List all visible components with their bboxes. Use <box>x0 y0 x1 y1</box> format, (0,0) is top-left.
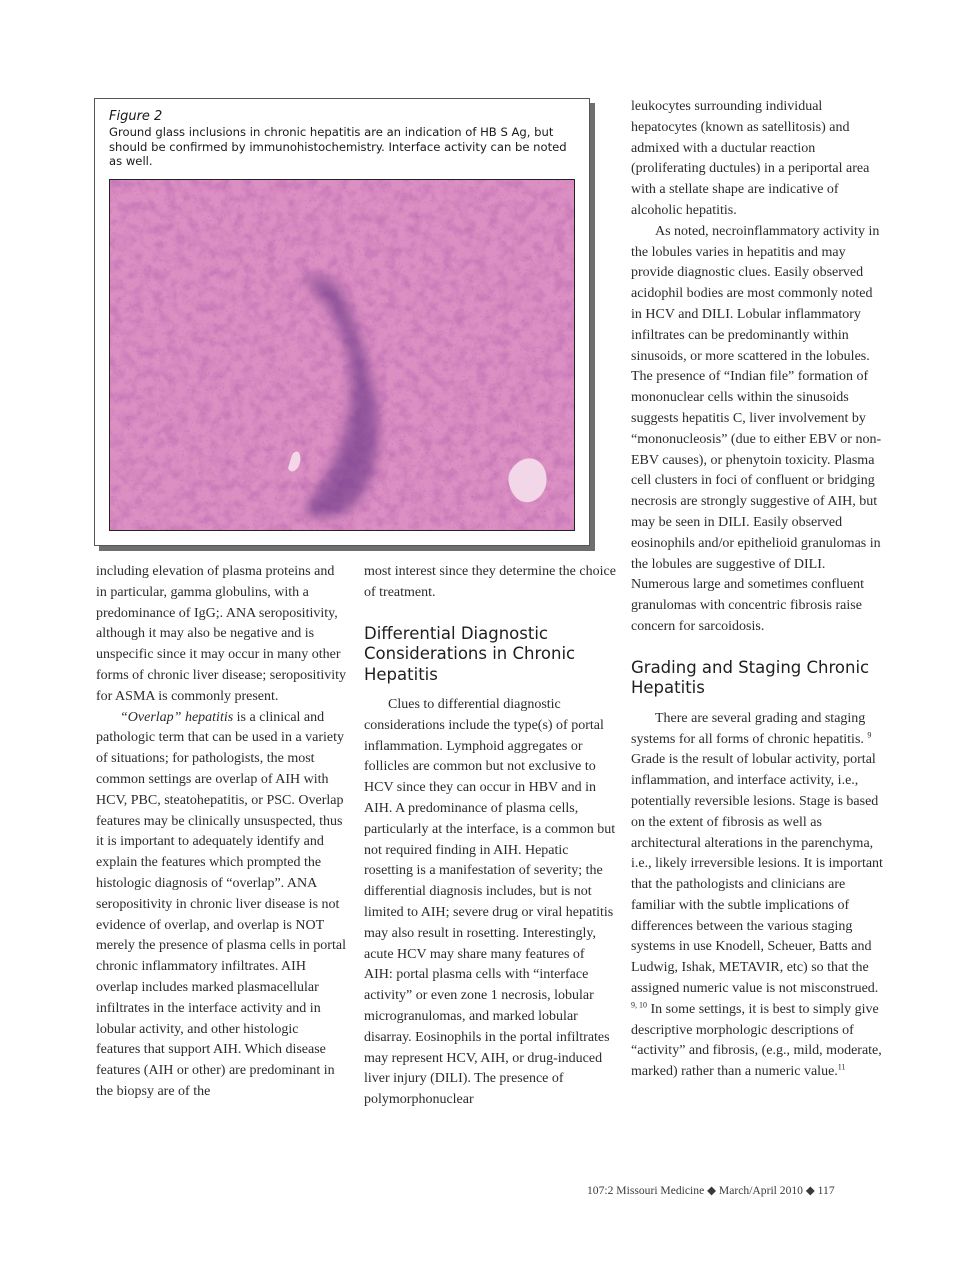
section-heading: Grading and Staging Chronic Hepatitis <box>631 657 870 698</box>
figure-caption: Ground glass inclusions in chronic hepatitis are an indication of HB S Ag, but should be confirmed by immunohistochemistry. Interface activity can be noted as well. <box>109 125 567 168</box>
paragraph: including elevation of plasma proteins and in particular, gamma globulins, with a predominance of IgG;. ANA seropositivity, although it may also be negative and is unspecific since it may occur in many other forms of chronic liver disease; seropositivity for ASMA is commonly present. <box>96 564 346 704</box>
reference-superscript: 9, 10 <box>631 1000 647 1010</box>
italic-term: “Overlap” hepatitis <box>120 709 234 725</box>
paragraph: most interest since they determine the choice of treatment. <box>364 564 616 600</box>
column-1 <box>96 562 346 1103</box>
section-heading: Differential Diagnostic Considerations in Chronic Hepatitis <box>364 623 576 684</box>
page-folio: 107:2 Missouri Medicine ◆ March/April 2010 ◆ 117 <box>587 1184 835 1197</box>
figure-2-box <box>94 98 590 546</box>
column-3 <box>631 97 883 1083</box>
figure-title: Figure 2 <box>109 109 163 124</box>
column-2 <box>364 562 616 1111</box>
paragraph: leukocytes surrounding individual hepatocytes (known as satellitosis) and admixed with a ductular reaction (proliferating ductules) in a periportal area with a stellate shape are indicative of alcoholic hepatitis. <box>631 99 870 218</box>
paragraph: “Overlap” hepatitis is a clinical and pathologic term that can be used in a variety of situations; for pathologists, the most common settings are overlap of AIH with HCV, PBC, steatohepatitis, or PSC. Overlap features may be clinically unsuspected, thus it is important to adequately identify and explain the features which prompted the histologic diagnosis of “overlap”. ANA seropositivity in chronic liver disease is not evidence of overlap, and overlap is NOT merely the presence of plasma cells in portal chronic inflammatory infiltrates. AIH overlap includes marked plasmacellular infiltrates in the interface activity and in lobular activity, and other histologic features that support AIH. Which disease features (AIH or other) are predominant in the biopsy are of the <box>96 709 346 1099</box>
reference-superscript: 11 <box>837 1062 846 1072</box>
paragraph: As noted, necroinflammatory activity in the lobules varies in hepatitis and may provide diagnostic clues. Easily observed acidophil bodies are most commonly noted in HCV and DILI. Lobular inflammatory infiltrates can be predominantly within sinusoids, or more scattered in the lobules. The presence of “Indian file” formation of mononuclear cells within the sinusoids suggests hepatitis C, liver involvement by “mononucleosis” (due to either EBV or non-EBV causes), or phenytoin toxicity. Plasma cell clusters in foci of confluent or bridging necrosis are strongly suggestive of AIH, but may be seen in DILI. Easily observed eosinophils and/or epithelioid granulomas in the lobules are suggestive of DILI. Numerous large and sometimes confluent granulomas with concentric fibrosis raise concern for sarcoidosis. <box>631 223 882 634</box>
micrograph-image <box>109 179 575 531</box>
paragraph: There are several grading and staging systems for all forms of chronic hepatitis. $^9$ Grade is the result of lobular activity, portal inflammation, and interface activity, i.e., potentially reversible lesions. Stage is based on the extent of fibrosis as well as architectural alterations in the parenchyma, i.e., likely irreversible lesions. It is important that the pathologists and clinicians are familiar with the subtle implications of differences between the various staging systems in use Knodell, Scheuer, Batts and Ludwig, Ishak, METAVIR, etc) so that the assigned numeric value is not misconstrued. $^{9, 10}$ In some settings, it is best to simply give descriptive morphologic descriptions of “activity” and fibrosis, (e.g., mild, moderate, marked) rather than a numeric value.$^{11}$ <box>631 710 883 1080</box>
reference-superscript: 9 <box>867 729 872 739</box>
paragraph: Clues to differential diagnostic considerations include the type(s) of portal inflammation. Lymphoid aggregates or follicles are common but not exclusive to HCV since they can occur in HBV and in AIH. A predominance of plasma cells, particularly at the interface, is a common but not required finding in AIH. Hepatic rosetting is a manifestation of severity; the differential diagnosis includes, but is not limited to AIH; severe drug or viral hepatitis may also result in rosetting. Interestingly, acute HCV may share many features of AIH: portal plasma cells with “interface activity” or even zone 1 necrosis, lobular microgranulomas, and marked lobular disarray. Eosinophils in the portal infiltrates may represent HCV, AIH, or drug-induced liver injury (DILI). The presence of polymorphonuclear <box>364 697 616 1108</box>
